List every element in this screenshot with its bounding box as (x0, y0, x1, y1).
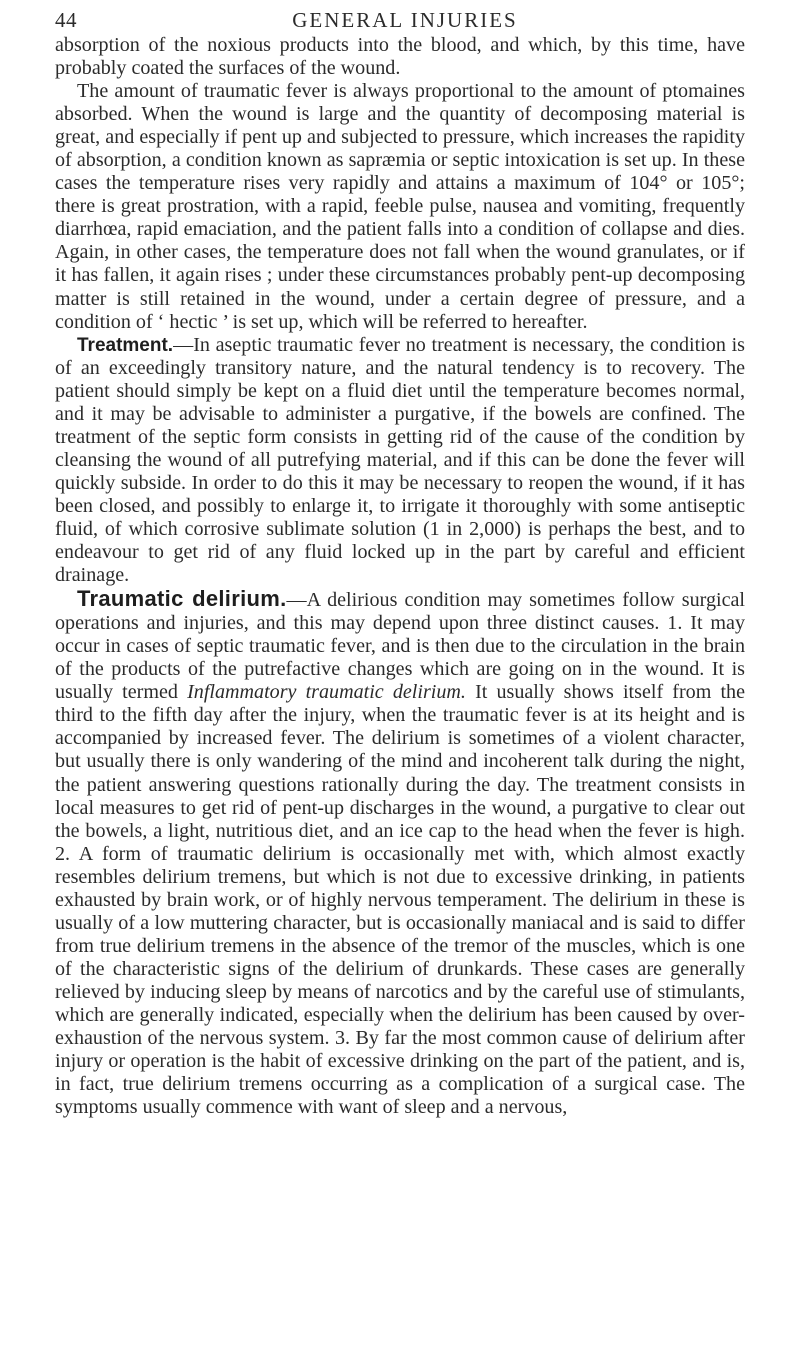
delirium-text-part-2: It usually shows itself from the third to the fifth day after the injury, when the traumatic fever is at its height and is accompanied by increased fever. The delirium is sometimes of a violent character, but usually there is only wandering of the mind and incoherent talk during the night, the patient answering questions rationally during the day. The treatment consists in local measures to get rid of pent-up discharges in the wound, a purgative to clear out the bowels, a light, nutritious diet, and an ice cap to the head when the fever is high. 2. A form of traumatic delirium is occasionally met with, which almost exactly resembles delirium tremens, but which is not due to excessive drinking, in patients exhausted by brain work, or of highly nervous temperament. The delirium in these is usually of a low muttering character, but is occasionally maniacal and is said to differ from true delirium tremens in the absence of the tremor of the muscles, which is one of the characteristic signs of the delirium of drunkards. These cases are generally relieved by inducing sleep by means of narcotics and by the careful use of stimulants, which are generally indicated, especially when the delirium has been caused by over-exhaustion of the nervous system. 3. By far the most common cause of delirium after injury or operation is the habit of excessive drinking on the part of the patient, and is, in fact, true delirium tremens occurring as a complication of a surgical case. The symptoms usually commence with want of sleep and a nervous, (55, 681, 745, 1119)
treatment-text: —In aseptic traumatic fever no treatment is necessary, the condition is of an exceedingly transitory nature, and the natural tendency is to recovery. The patient should simply be kept on a fluid diet until the temperature becomes normal, and it may be advisable to administer a purgative, if the bowels are confined. The treatment of the septic form consists in getting rid of the cause of the condition by cleansing the wound of all putrefying material, and if this can be done the fever will quickly subside. In order to do this it may be necessary to reopen the wound, if it has been closed, and possibly to enlarge it, to irrigate it thoroughly with some antiseptic fluid, of which corrosive sublimate solution (1 in 2,000) is perhaps the best, and to endeavour to get rid of any fluid locked up in the part by careful and efficient drainage. (55, 333, 745, 587)
delirium-italic-term: Inflammatory traumatic delirium. (187, 681, 466, 704)
paragraph-traumatic-delirium (55, 587, 745, 1119)
body-text (55, 34, 745, 1119)
section-heading-treatment: Treatment. (77, 334, 174, 356)
running-head (55, 4, 755, 34)
running-title: GENERAL INJURIES (292, 8, 518, 32)
section-heading-traumatic-delirium: Traumatic delirium. (77, 586, 287, 612)
page-number: 44 (55, 8, 77, 32)
delirium-text-part-1: —A delirious condition may sometimes follow surgical operations and injuries, and this may depend upon three distinct causes. 1. It may occur in cases of septic traumatic fever, and is then due to the circulation in the brain of the products of the putrefactive changes which are going on in the wound. It is usually termed (55, 589, 745, 704)
paragraph-traumatic-fever-amount: The amount of traumatic fever is always proportional to the amount of ptomaines absorbed. When the wound is large and the quantity of decomposing material is great, and especially if pent up and subjected to pressure, which increases the rapidity of absorption, a condition known as sapræmia or septic intoxication is set up. In these cases the temperature rises very rapidly and attains a maximum of 104° or 105°; there is great prostration, with a rapid, feeble pulse, nausea and vomiting, frequently diarrhœa, rapid emaciation, and the patient falls into a condition of collapse and dies. Again, in other cases, the temperature does not fall when the wound granulates, or if it has fallen, it again rises ; under these circumstances probably pent-up decomposing matter is still retained in the wound, under a certain degree of pressure, and a condition of ‘ hectic ’ is set up, which will be referred to hereafter. (55, 80, 745, 333)
paragraph-treatment (55, 334, 745, 588)
paragraph-continuation: absorption of the noxious products into the blood, and which, by this time, have probably coated the surfaces of the wound. (55, 34, 745, 80)
